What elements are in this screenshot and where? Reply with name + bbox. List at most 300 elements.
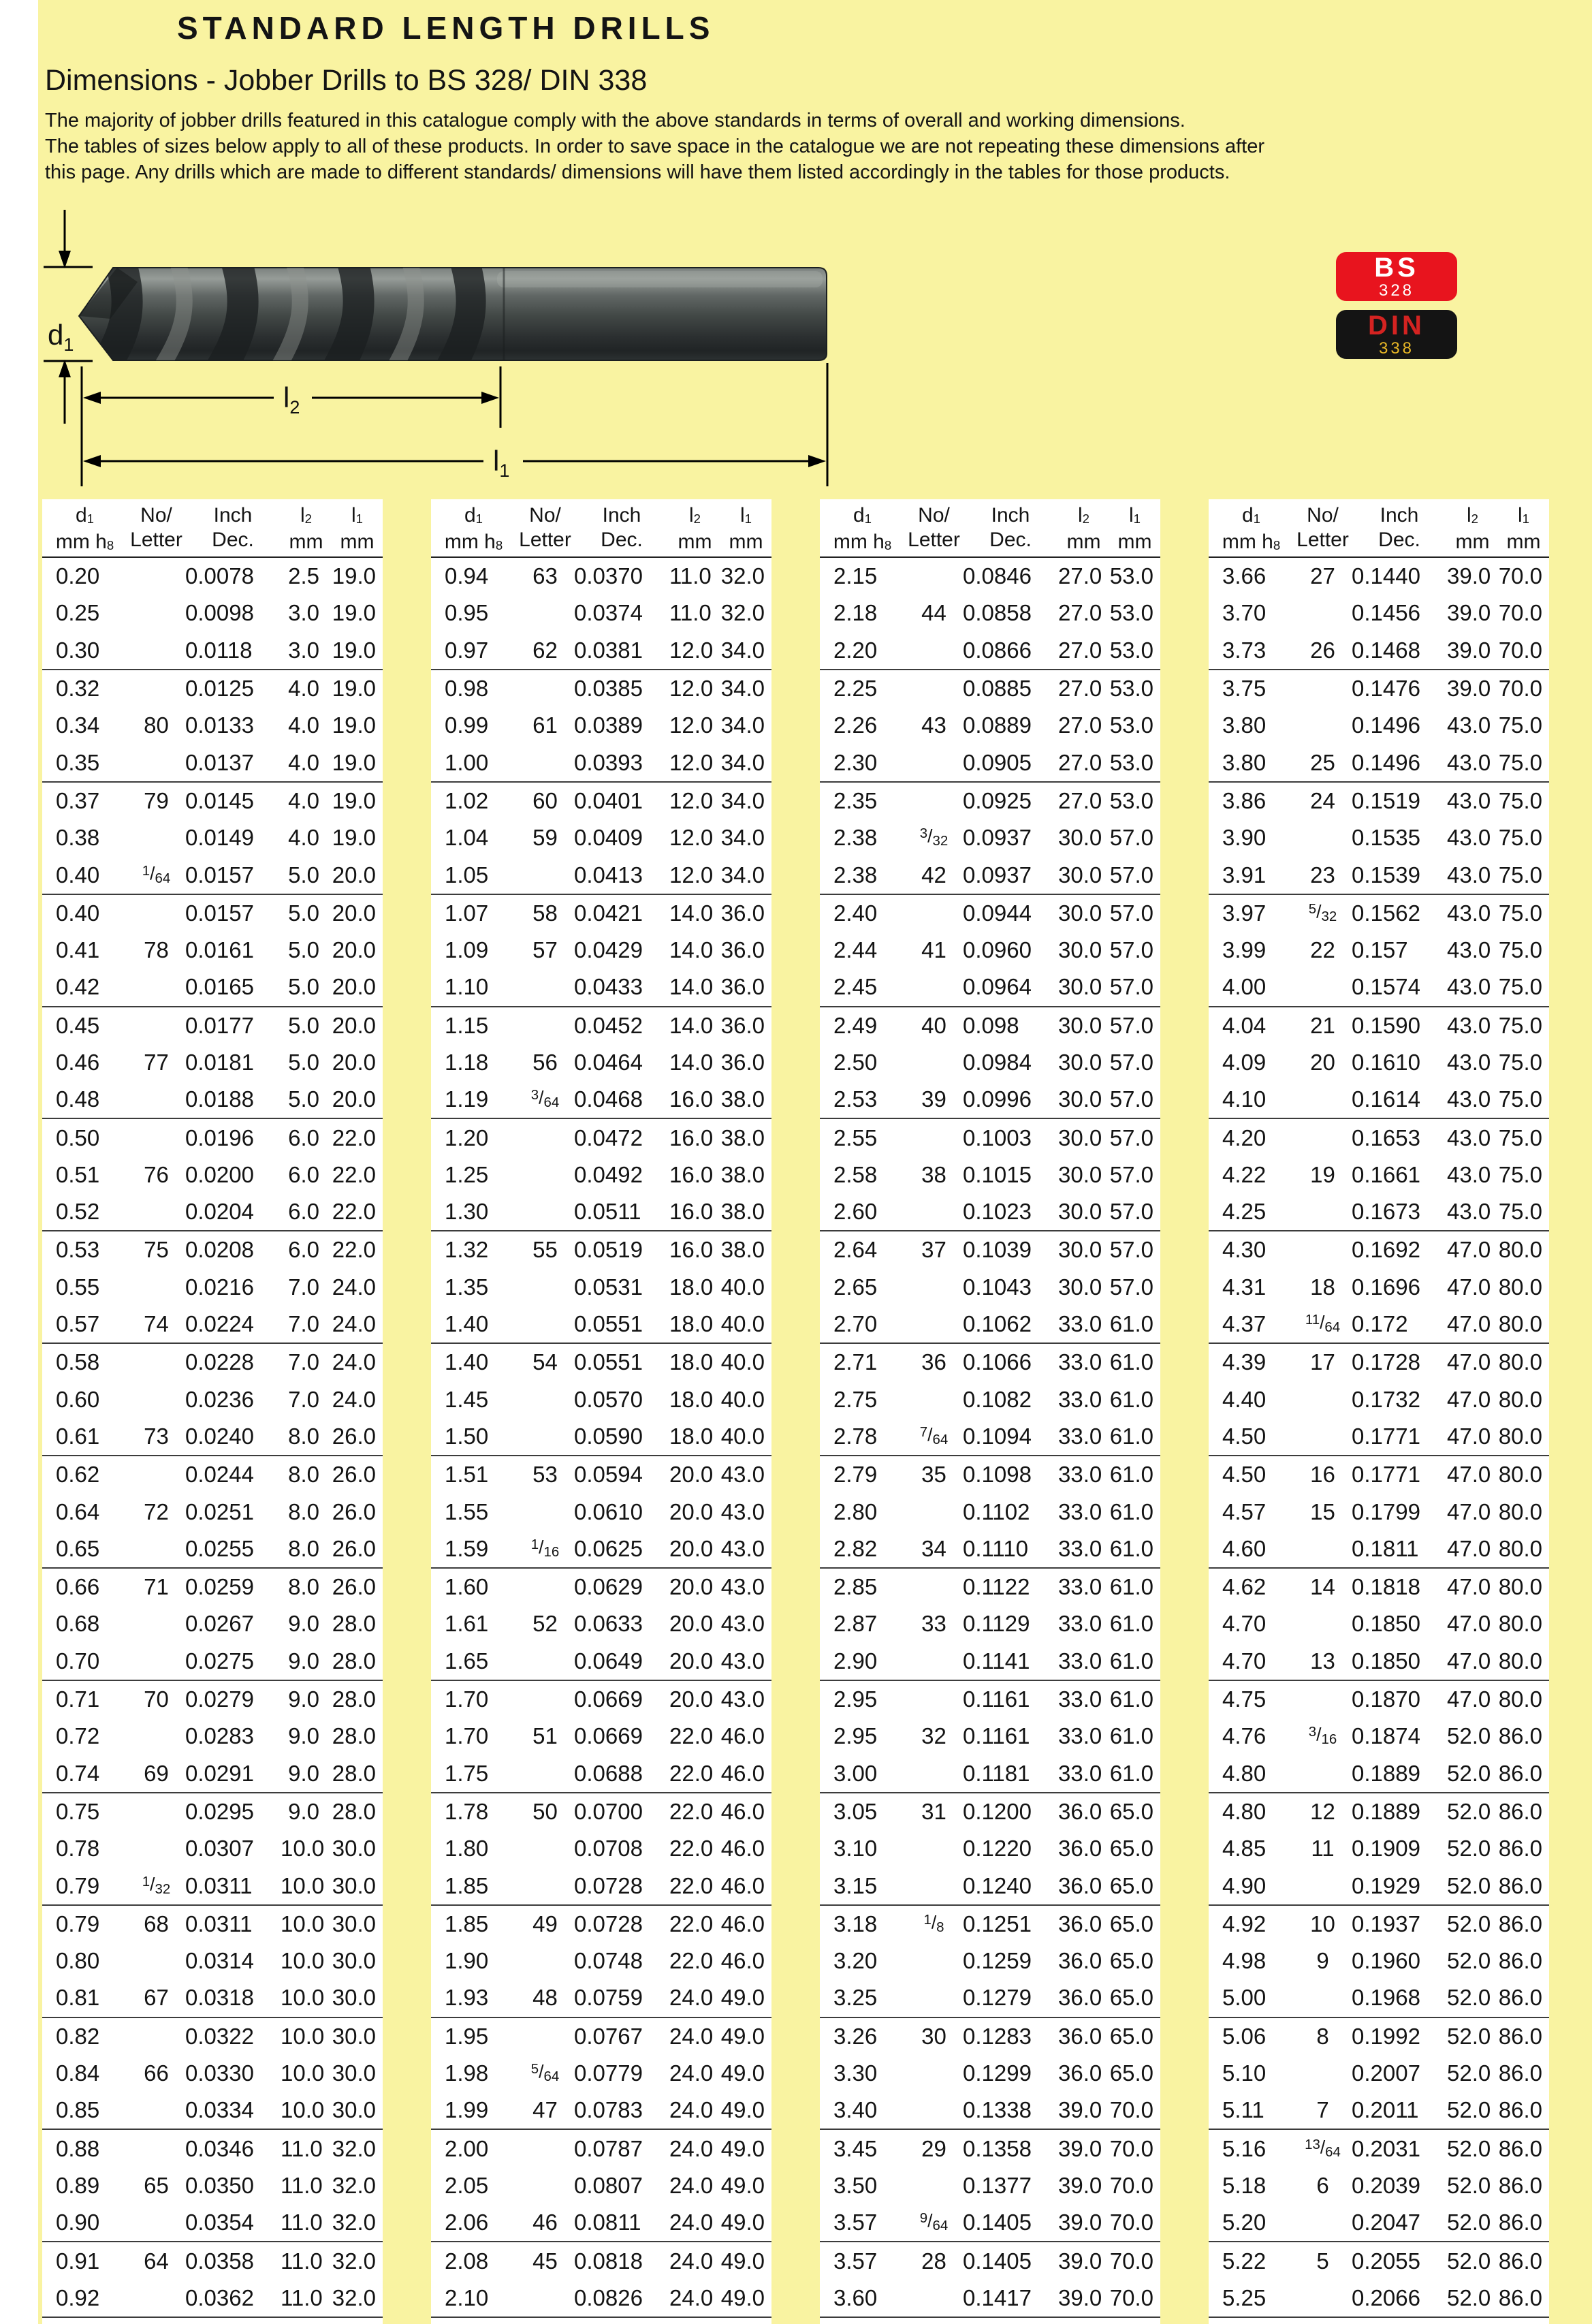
- table-row: [1209, 2204, 1549, 2241]
- cell: 0.0807: [574, 2172, 643, 2198]
- l1-dimension: [99, 363, 827, 486]
- cell: 30.0: [1058, 1125, 1102, 1150]
- cell: 0.1929: [1352, 1872, 1420, 1898]
- cell: 2.64: [833, 1237, 878, 1263]
- cell: 0.1259: [963, 1948, 1032, 1974]
- cell: 36.0: [720, 1050, 765, 1075]
- row-group: [431, 1906, 771, 2018]
- cell: 0.0224: [185, 1311, 254, 1337]
- cell: 2.15: [833, 563, 878, 589]
- cell: 1.40: [445, 1311, 489, 1337]
- cell: 0.0370: [574, 563, 643, 589]
- cell: 53.0: [1109, 712, 1153, 738]
- cell: 1.45: [445, 1386, 489, 1412]
- cell: 46.0: [720, 1872, 765, 1898]
- cell: 0.41: [56, 937, 100, 963]
- cell: 0.37: [56, 787, 100, 813]
- table-row: [1209, 1530, 1549, 1567]
- cell: 61.0: [1109, 1648, 1153, 1674]
- cell: 36.0: [720, 1012, 765, 1038]
- cell: 0.1968: [1352, 1985, 1420, 2011]
- cell: 20.0: [332, 1050, 376, 1075]
- intro-line-3: this page. Any drills which are made to different standards/ dimensions will have them listed accordingly in the tables for those products.: [45, 161, 1230, 183]
- cell: 4.37: [1222, 1311, 1267, 1337]
- cell: 0.1440: [1352, 563, 1420, 589]
- cell: 0.1889: [1352, 1798, 1420, 1824]
- cell: 0.38: [56, 825, 100, 851]
- cell: 47.0: [1447, 1574, 1491, 1600]
- cell: 0.68: [56, 1611, 100, 1637]
- cell: 22.0: [332, 1161, 376, 1187]
- row-group: [42, 2018, 383, 2131]
- cell: $^1$/32: [142, 1873, 171, 1897]
- cell: 2.55: [833, 1125, 878, 1150]
- cell: 0.1200: [963, 1798, 1032, 1824]
- cell: 0.0098: [185, 600, 254, 626]
- table-row: [431, 1718, 771, 1755]
- cell: 43.0: [1447, 825, 1491, 851]
- table-row: [431, 819, 771, 856]
- cell: 0.1992: [1352, 2023, 1420, 2049]
- cell: 26.0: [332, 1462, 376, 1488]
- cell: 47.0: [1447, 1535, 1491, 1561]
- table-row: [820, 783, 1160, 819]
- cell: 3.66: [1222, 563, 1267, 589]
- cell: 0.60: [56, 1386, 100, 1412]
- cell: 2.30: [833, 749, 878, 775]
- cell: 1.07: [445, 900, 489, 926]
- cell: 3.50: [833, 2172, 878, 2198]
- header-cell: $l_1$ mm: [1117, 504, 1152, 553]
- cell: 0.0157: [185, 900, 254, 926]
- row-group: [820, 1906, 1160, 2018]
- cell: 0.79: [56, 1872, 100, 1898]
- table-row: [431, 1867, 771, 1904]
- cell: 80.0: [1498, 1386, 1542, 1412]
- cell: 46.0: [720, 1836, 765, 1862]
- cell: 16: [1310, 1462, 1335, 1488]
- cell: 0.53: [56, 1237, 100, 1263]
- cell: 40.0: [720, 1274, 765, 1300]
- table-row: [42, 1269, 383, 1306]
- cell: 0.1574: [1352, 974, 1420, 1000]
- cell: 0.66: [56, 1574, 100, 1600]
- cell: 30.0: [332, 1985, 376, 2011]
- cell: 12.0: [669, 712, 714, 738]
- row-group: [42, 1456, 383, 1569]
- cell: 58: [532, 900, 558, 926]
- table-row: [42, 856, 383, 893]
- cell: 47.0: [1447, 1648, 1491, 1674]
- header-cell: $d_1$ mm $h_8$: [55, 504, 114, 553]
- cell: 0.95: [445, 600, 489, 626]
- cell: 10.0: [281, 1985, 325, 2011]
- row-group: [820, 895, 1160, 1007]
- cell: 5.22: [1222, 2248, 1267, 2274]
- cell: 0.1937: [1352, 1911, 1420, 1936]
- cell: 26.0: [332, 1423, 376, 1449]
- cell: 86.0: [1498, 1948, 1542, 1974]
- table-row: [1209, 1755, 1549, 1792]
- cell: 25: [1310, 749, 1335, 775]
- cell: 0.85: [56, 2097, 100, 2123]
- cell: 0.45: [56, 1012, 100, 1038]
- table-row: [1209, 1231, 1549, 1268]
- table-row: [820, 1344, 1160, 1381]
- table-row: [431, 558, 771, 595]
- table-row: [1209, 1344, 1549, 1381]
- table-row: [1209, 895, 1549, 932]
- table-row: [42, 1456, 383, 1493]
- table-row: [820, 1979, 1160, 2016]
- cell: 3.25: [833, 1985, 878, 2011]
- row-group: [431, 783, 771, 895]
- cell: 30.0: [1058, 1161, 1102, 1187]
- cell: 19.0: [332, 749, 376, 775]
- cell: 0.0204: [185, 1199, 254, 1225]
- cell: 24: [1310, 787, 1335, 813]
- cell: 86.0: [1498, 2060, 1542, 2086]
- cell: 57.0: [1109, 1086, 1153, 1112]
- cell: 0.0452: [574, 1012, 643, 1038]
- cell: 0.58: [56, 1349, 100, 1375]
- row-group: [42, 1569, 383, 1681]
- cell: 1.20: [445, 1125, 489, 1150]
- table-row: [820, 1269, 1160, 1306]
- cell: 30.0: [1058, 974, 1102, 1000]
- cell: 19.0: [332, 563, 376, 589]
- cell: 45: [532, 2248, 558, 2274]
- cell: 3.91: [1222, 862, 1267, 888]
- row-group: [820, 558, 1160, 670]
- cell: 26.0: [332, 1574, 376, 1600]
- drill-illustration: [79, 251, 827, 381]
- cell: 0.0787: [574, 2135, 643, 2161]
- cell: 24.0: [669, 2023, 714, 2049]
- cell: 1.09: [445, 937, 489, 963]
- cell: $^{13}$/64: [1305, 2136, 1341, 2160]
- cell: 3.73: [1222, 637, 1267, 663]
- cell: 1.70: [445, 1686, 489, 1712]
- cell: 1.15: [445, 1012, 489, 1038]
- table-row: [820, 1530, 1160, 1567]
- cell: 61.0: [1109, 1686, 1153, 1712]
- cell: 2.40: [833, 900, 878, 926]
- table-row: [431, 1456, 771, 1493]
- cell: 5.20: [1222, 2210, 1267, 2235]
- l1-label: $l_1$: [493, 445, 510, 481]
- cell: 0.1696: [1352, 1274, 1420, 1300]
- cell: 0.0433: [574, 974, 643, 1000]
- cell: 33.0: [1058, 1723, 1102, 1749]
- cell: 1.60: [445, 1574, 489, 1600]
- table-row: [1209, 932, 1549, 969]
- cell: 0.1476: [1352, 676, 1420, 702]
- cell: 0.1562: [1352, 900, 1420, 926]
- cell: 43.0: [1447, 712, 1491, 738]
- cell: 0.0511: [574, 1199, 641, 1225]
- cell: 40.0: [720, 1386, 765, 1412]
- cell: 3.45: [833, 2135, 878, 2161]
- cell: 53.0: [1109, 676, 1153, 702]
- cell: 4.70: [1222, 1611, 1267, 1637]
- cell: 7.0: [288, 1311, 319, 1337]
- row-group: [1209, 2018, 1549, 2131]
- cell: 4.10: [1222, 1086, 1267, 1112]
- cell: 24.0: [669, 1985, 714, 2011]
- cell: 0.46: [56, 1050, 100, 1075]
- cell: 10.0: [281, 1948, 325, 1974]
- cell: 80.0: [1498, 1686, 1542, 1712]
- table-row: [1209, 670, 1549, 707]
- cell: 70.0: [1498, 600, 1542, 626]
- cell: 1.99: [445, 2097, 489, 2123]
- cell: 15: [1310, 1498, 1335, 1524]
- din-badge-number: 338: [1378, 339, 1415, 358]
- d1-arrow-down: [59, 251, 71, 268]
- cell: $^1$/16: [530, 1536, 560, 1560]
- cell: 52.0: [1447, 2210, 1491, 2235]
- cell: 20.0: [669, 1498, 714, 1524]
- cell: 36.0: [720, 937, 765, 963]
- cell: 3.18: [833, 1911, 878, 1936]
- table-row: [1209, 1718, 1549, 1755]
- cell: 2.60: [833, 1199, 878, 1225]
- cell: 0.2055: [1352, 2248, 1420, 2274]
- cell: 0.0255: [185, 1535, 254, 1561]
- cell: 1.70: [445, 1723, 489, 1749]
- table-row: [42, 969, 383, 1005]
- table-row: [820, 1718, 1160, 1755]
- cell: 11.0: [669, 600, 712, 626]
- cell: 0.94: [445, 563, 489, 589]
- cell: 0.1181: [963, 1760, 1030, 1786]
- cell: 0.0208: [185, 1237, 254, 1263]
- cell: 0.48: [56, 1086, 100, 1112]
- row-group: [42, 2242, 383, 2318]
- cell: 40.0: [720, 1311, 765, 1337]
- d1-arrow-up: [59, 360, 71, 377]
- cell: 70.0: [1498, 563, 1542, 589]
- cell: 75.0: [1498, 787, 1542, 813]
- cell: 24.0: [669, 2284, 714, 2310]
- cell: 20.0: [669, 1686, 714, 1712]
- cell: 8.0: [288, 1535, 319, 1561]
- table-row: [1209, 2018, 1549, 2055]
- table-row: [820, 2055, 1160, 2092]
- intro-line-1: The majority of jobber drills featured in this catalogue comply with the above standards in terms of overall and working dimensions.: [45, 110, 1185, 131]
- table-header: [431, 499, 771, 558]
- cell: 43.0: [1447, 900, 1491, 926]
- cell: 0.0728: [574, 1872, 643, 1898]
- cell: 1.90: [445, 1948, 489, 1974]
- cell: 0.64: [56, 1498, 100, 1524]
- cell: $^1$/8: [923, 1911, 944, 1935]
- table-row: [431, 2204, 771, 2241]
- cell: 33.0: [1058, 1648, 1102, 1674]
- cell: 3.05: [833, 1798, 878, 1824]
- cell: 0.0937: [963, 825, 1032, 851]
- table-row: [1209, 856, 1549, 893]
- cell: 33.0: [1058, 1535, 1102, 1561]
- cell: 0.1405: [963, 2210, 1032, 2235]
- cell: 2.79: [833, 1462, 878, 1488]
- table-row: [42, 1718, 383, 1755]
- cell: 0.0464: [574, 1050, 643, 1075]
- drill-table-1: [42, 499, 383, 2324]
- cell: 43.0: [720, 1648, 765, 1674]
- cell: 56: [532, 1050, 558, 1075]
- table-row: [431, 1830, 771, 1867]
- cell: 53.0: [1109, 600, 1153, 626]
- cell: 22.0: [669, 1948, 714, 1974]
- cell: 0.1519: [1352, 787, 1420, 813]
- cell: $^3$/32: [919, 825, 949, 849]
- cell: 43.0: [1447, 787, 1491, 813]
- cell: 5.18: [1222, 2172, 1267, 2198]
- cell: 4.50: [1222, 1423, 1267, 1449]
- cell: 35: [921, 1462, 946, 1488]
- cell: 0.0381: [574, 637, 643, 663]
- cell: 0.1098: [963, 1462, 1032, 1488]
- table-header: [42, 499, 383, 558]
- table-row: [820, 1605, 1160, 1642]
- cell: 46.0: [720, 1911, 765, 1936]
- cell: 30: [921, 2023, 946, 2049]
- cell: 1.50: [445, 1423, 489, 1449]
- cell: 38.0: [720, 1086, 765, 1112]
- table-row: [431, 1007, 771, 1044]
- cell: 0.1811: [1352, 1535, 1419, 1561]
- table-row: [1209, 595, 1549, 631]
- cell: 61.0: [1109, 1462, 1153, 1488]
- cell: 1.78: [445, 1798, 489, 1824]
- cell: 5.0: [288, 937, 319, 963]
- table-row: [1209, 558, 1549, 595]
- cell: 57.0: [1109, 1199, 1153, 1225]
- cell: 43.0: [720, 1535, 765, 1561]
- cell: 11.0: [281, 2284, 323, 2310]
- cell: 0.0594: [574, 1462, 643, 1488]
- cell: 75.0: [1498, 712, 1542, 738]
- cell: 19.0: [332, 712, 376, 738]
- cell: 86.0: [1498, 2284, 1542, 2310]
- cell: 47.0: [1447, 1686, 1491, 1712]
- header-cell: $l_2$ mm: [678, 504, 712, 553]
- table-row: [431, 1269, 771, 1306]
- cell: 0.1496: [1352, 749, 1420, 775]
- table-row: [1209, 744, 1549, 781]
- cell: 0.40: [56, 900, 100, 926]
- cell: $^5$/32: [1308, 900, 1337, 924]
- din-badge-label: DIN: [1368, 311, 1425, 341]
- cell: 36.0: [1058, 1836, 1102, 1862]
- table-row: [431, 1530, 771, 1567]
- row-group: [1209, 895, 1549, 1007]
- cell: 29: [921, 2135, 946, 2161]
- cell: 3.80: [1222, 712, 1267, 738]
- cell: 22: [1310, 937, 1335, 963]
- cell: 53.0: [1109, 637, 1153, 663]
- cell: 0.1023: [963, 1199, 1032, 1225]
- cell: 0.0944: [963, 900, 1032, 926]
- drill-table-2: [431, 499, 771, 2324]
- cell: 24.0: [669, 2097, 714, 2123]
- page-margin-strip: [0, 0, 38, 2324]
- cell: 22.0: [669, 1798, 714, 1824]
- table-row: [431, 1605, 771, 1642]
- cell: 33.0: [1058, 1574, 1102, 1600]
- table-header: [1209, 499, 1549, 558]
- cell: 0.1082: [963, 1386, 1032, 1412]
- cell: 39.0: [1058, 2284, 1102, 2310]
- row-group: [431, 2018, 771, 2131]
- table-row: [820, 1867, 1160, 1904]
- cell: 0.0629: [574, 1574, 643, 1600]
- cell: 86.0: [1498, 2248, 1542, 2274]
- table-row: [42, 1906, 383, 1943]
- cell: 0.1358: [963, 2135, 1032, 2161]
- table-row: [42, 1081, 383, 1118]
- cell: 1.61: [445, 1611, 489, 1637]
- cell: 3.86: [1222, 787, 1267, 813]
- cell: 0.0937: [963, 862, 1032, 888]
- cell: 1.19: [445, 1086, 489, 1112]
- cell: 43.0: [720, 1498, 765, 1524]
- cell: 3.40: [833, 2097, 878, 2123]
- cell: 0.0145: [185, 787, 254, 813]
- cell: 43.0: [1447, 974, 1491, 1000]
- cell: 20.0: [332, 937, 376, 963]
- cell: 61.0: [1109, 1535, 1153, 1561]
- cell: 18.0: [669, 1423, 714, 1449]
- cell: 0.0385: [574, 676, 643, 702]
- cell: 2.38: [833, 862, 878, 888]
- row-group: [1209, 2130, 1549, 2242]
- cell: 42: [921, 862, 946, 888]
- cell: 57.0: [1109, 1125, 1153, 1150]
- cell: 0.34: [56, 712, 100, 738]
- cell: 10: [1310, 1911, 1335, 1936]
- cell: 21: [1310, 1012, 1335, 1038]
- cell: 14.0: [669, 937, 714, 963]
- cell: 57.0: [1109, 900, 1153, 926]
- cell: 4.62: [1222, 1574, 1267, 1600]
- cell: 0.0846: [963, 563, 1032, 589]
- cell: 62: [532, 637, 558, 663]
- row-group: [1209, 558, 1549, 670]
- table-row: [820, 1193, 1160, 1230]
- cell: 0.1909: [1352, 1836, 1420, 1862]
- cell: 10.0: [281, 2023, 325, 2049]
- cell: 7.0: [288, 1274, 319, 1300]
- table-row: [431, 2280, 771, 2317]
- cell: 4.00: [1222, 974, 1267, 1000]
- cell: 0.79: [56, 1911, 100, 1936]
- row-group: [820, 1119, 1160, 1231]
- table-row: [1209, 1007, 1549, 1044]
- cell: 43: [921, 712, 946, 738]
- table-row: [42, 1793, 383, 1830]
- table-row: [42, 1979, 383, 2016]
- cell: 0.0633: [574, 1611, 643, 1637]
- cell: 39.0: [1058, 2097, 1102, 2123]
- cell: $^5$/64: [530, 2060, 560, 2085]
- cell: 76: [144, 1161, 169, 1187]
- row-group: [431, 1007, 771, 1120]
- table-row: [42, 1569, 383, 1605]
- cell: 52: [532, 1611, 558, 1637]
